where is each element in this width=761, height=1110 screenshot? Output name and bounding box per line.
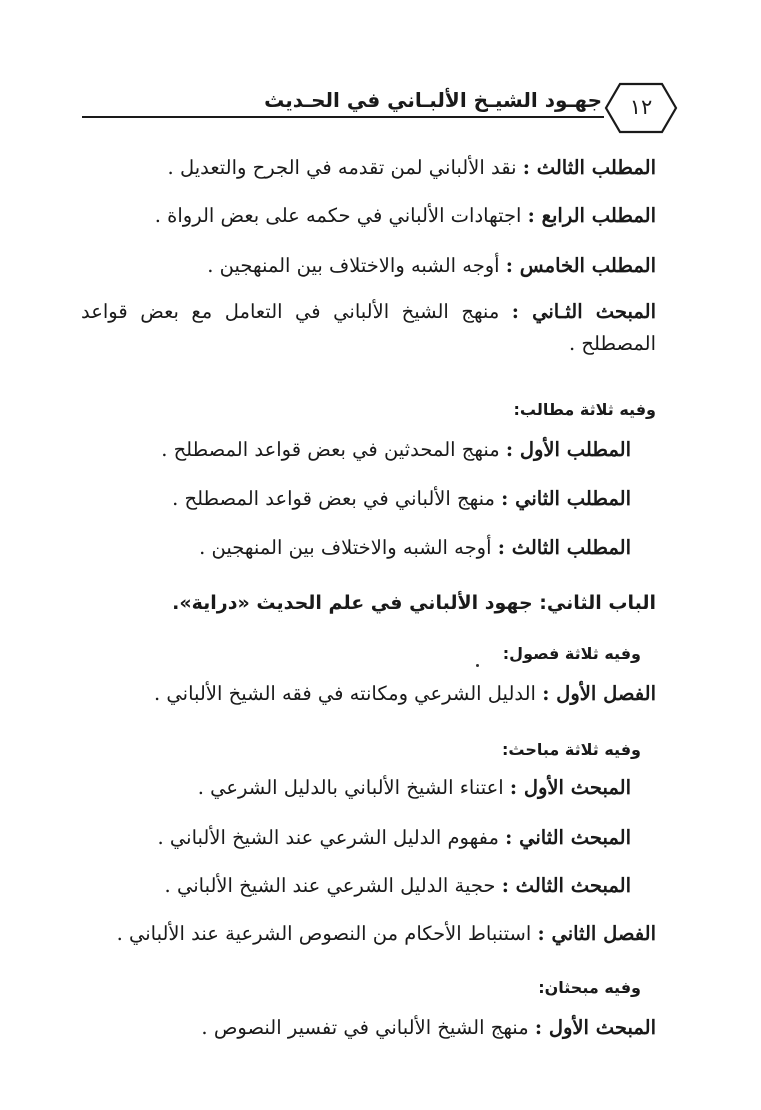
toc-text: اعتناء الشيخ الألباني بالدليل الشرعي . <box>197 776 510 799</box>
toc-line <box>155 200 656 232</box>
subsection-note: وفيه مبحثان: <box>538 978 641 997</box>
toc-label: المبحث الأول : <box>534 1016 656 1039</box>
toc-text: نقد الألباني لمن تقدمه في الجرح والتعديل . <box>167 156 523 179</box>
toc-text: أوجه الشبه والاختلاف بين المنهجين . <box>207 254 506 277</box>
toc-text: الدليل الشرعي ومكانته في فقه الشيخ الألباني . <box>154 682 543 705</box>
toc-text: منهج الشيخ الألباني في تفسير النصوص . <box>201 1016 535 1039</box>
toc-line <box>207 250 656 282</box>
toc-text: استنباط الأحكام من النصوص الشرعية عند الألباني . <box>116 922 538 945</box>
toc-text: منهج المحدثين في بعض قواعد المصطلح . <box>161 438 506 461</box>
toc-label: المطلب الثالث : <box>497 536 631 559</box>
toc-line <box>172 483 631 515</box>
toc-line <box>117 918 656 950</box>
toc-line <box>154 678 656 710</box>
header-rule <box>82 116 604 118</box>
toc-label: المطلب الثاني : <box>501 487 631 510</box>
toc-line <box>198 772 631 804</box>
toc-line <box>201 1012 656 1044</box>
subsection-note: وفيه ثلاثة فصول: <box>502 644 641 663</box>
toc-label: المطلب الرابع : <box>527 204 656 227</box>
page-number: ١٢ <box>629 95 653 119</box>
toc-line <box>158 822 632 854</box>
toc-text: اجتهادات الألباني في حكمه على بعض الرواة . <box>154 204 528 227</box>
toc-line <box>81 296 656 360</box>
toc-line <box>165 870 631 902</box>
toc-line <box>199 532 631 564</box>
toc-label: الفصل الثاني : <box>537 922 656 945</box>
toc-label: المبحث الثالث : <box>501 874 631 897</box>
toc-text: حجية الدليل الشرعي عند الشيخ الألباني . <box>164 874 502 897</box>
toc-line <box>161 434 631 466</box>
subsection-note: وفيه ثلاثة مطالب: <box>513 400 656 419</box>
toc-label: المبحث الثاني : <box>505 826 631 849</box>
toc-label: المطلب الثالث : <box>522 156 656 179</box>
toc-label: المطلب الخامس : <box>505 254 656 277</box>
toc-text: منهج الألباني في بعض قواعد المصطلح . <box>172 487 502 510</box>
toc-label: الفصل الأول : <box>542 682 656 705</box>
stray-dot <box>476 664 479 667</box>
subsection-note: وفيه ثلاثة مباحث: <box>502 740 641 759</box>
running-title: جهـود الشيـخ الألبـاني في الحـديث <box>264 88 602 112</box>
toc-label: المطلب الأول : <box>505 438 631 461</box>
toc-line <box>168 152 656 184</box>
toc-label: المبحث الأول : <box>509 776 631 799</box>
toc-label: المبحث الثـاني : <box>511 300 656 323</box>
toc-text: منهج الشيخ الألباني في التعامل مع بعض قواعد المصطلح . <box>81 300 656 355</box>
chapter-heading: الباب الثاني: جهود الألباني في علم الحديث «دراية». <box>172 592 656 614</box>
toc-text: مفهوم الدليل الشرعي عند الشيخ الألباني . <box>157 826 506 849</box>
toc-text: أوجه الشبه والاختلاف بين المنهجين . <box>199 536 498 559</box>
